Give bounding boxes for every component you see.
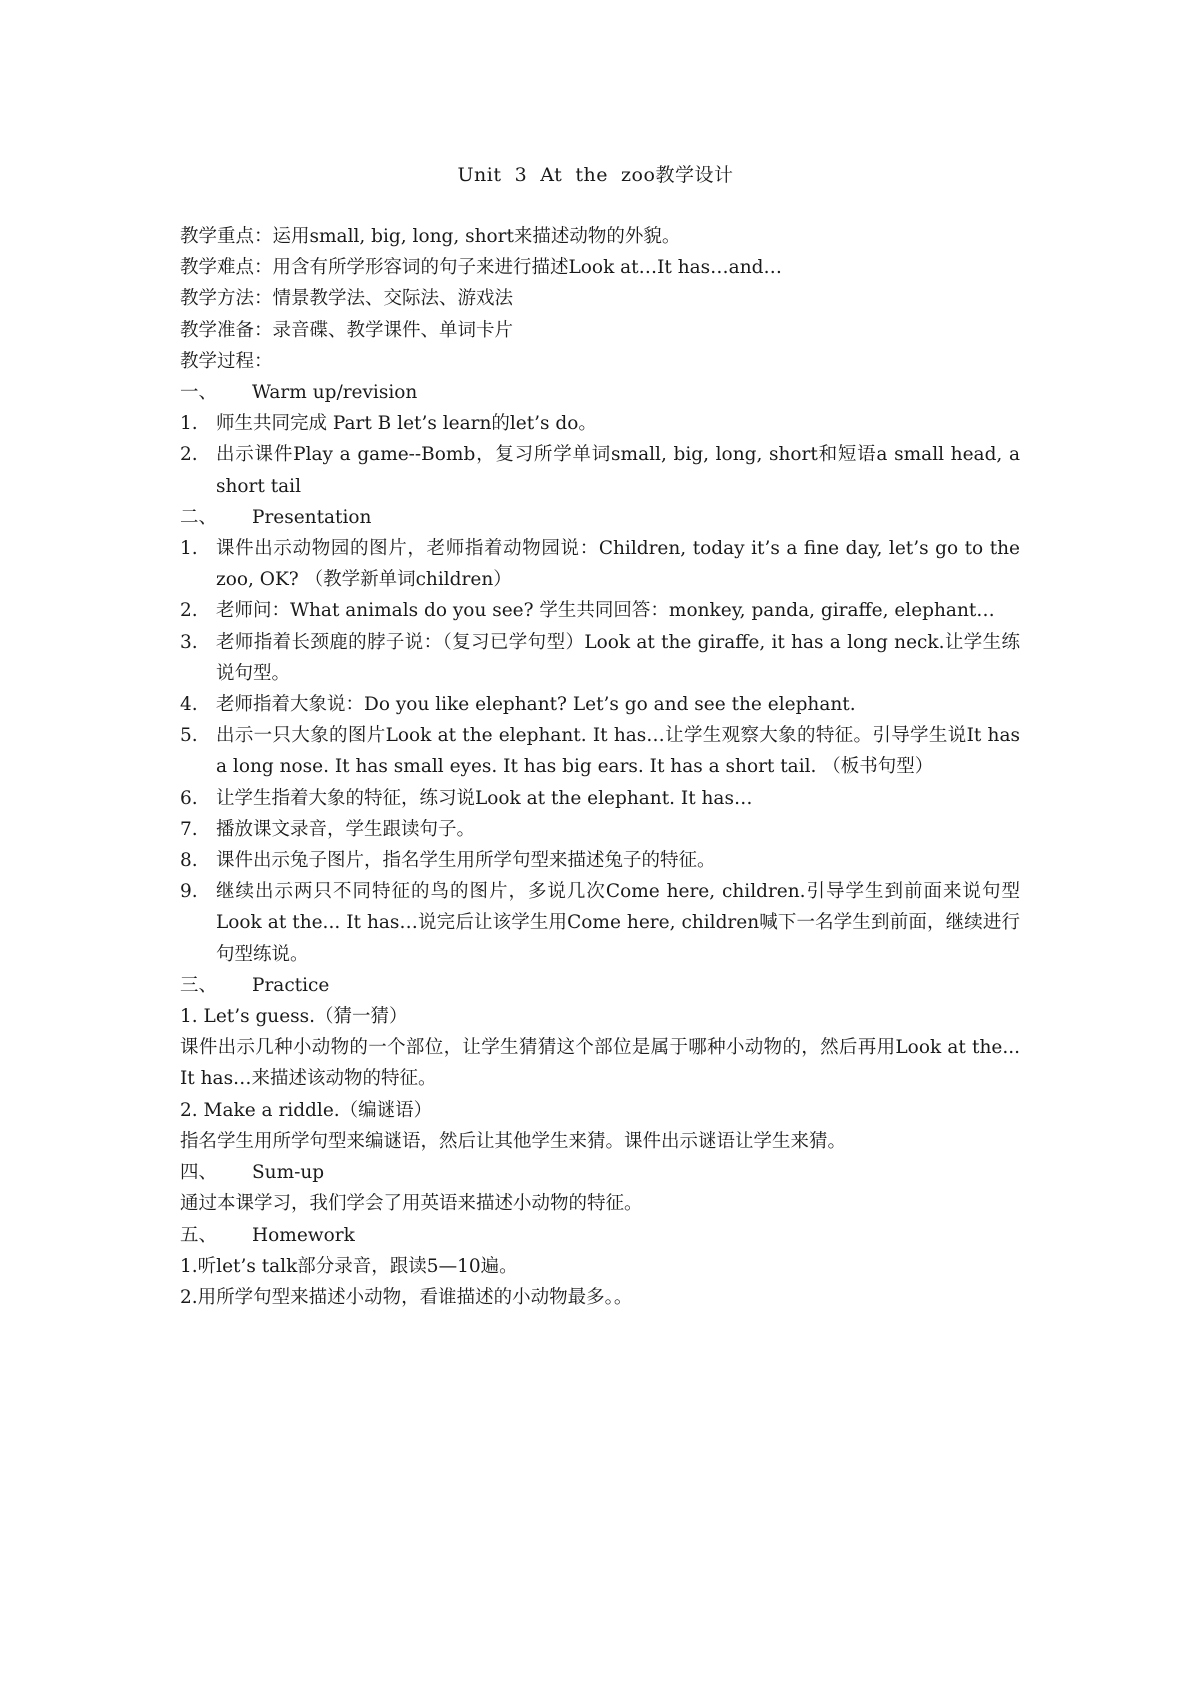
item-number: 1. — [180, 538, 198, 560]
item-number: 9. — [180, 881, 198, 903]
document-title: Unit 3 At the zoo教学设计 — [457, 164, 734, 186]
section-heading-homework — [180, 1220, 1020, 1251]
teaching-method: 教学方法：情景教学法、交际法、游戏法 — [180, 288, 514, 310]
homework-item: 1.听let’s talk部分录音，跟读5—10遍。 — [180, 1255, 518, 1277]
list-item — [180, 689, 1020, 720]
section-title: Presentation — [252, 506, 372, 528]
item-number: 8. — [180, 850, 198, 872]
item-text: 继续出示两只不同特征的鸟的图片，多说几次Come here, children.引导学生到前面来说句型Look at the... It has…说完后让该学生用Come here, children喊下一名学生到前面，继续进行句型练说。 — [216, 881, 1020, 965]
list-item — [180, 408, 1020, 439]
item-text: 出示一只大象的图片Look at the elephant. It has…让学生观察大象的特征。引导学生说It has a long nose. It has small eyes. It has big ears. It has a short tail. （板书句型） — [216, 725, 1020, 778]
sumup-text: 通过本课学习，我们学会了用英语来描述小动物的特征。 — [180, 1193, 643, 1215]
list-item — [180, 720, 1020, 782]
document-body — [180, 221, 1020, 1313]
item-text: 课件出示动物园的图片，老师指着动物园说：Children, today it’s a fine day, let’s go to the zoo, OK? （教学新单词children） — [216, 538, 1020, 591]
item-text: 课件出示兔子图片，指名学生用所学句型来描述兔子的特征。 — [216, 850, 716, 872]
practice-text: 课件出示几种小动物的一个部位，让学生猜猜这个部位是属于哪种小动物的，然后再用Look at the... It has…来描述该动物的特征。 — [180, 1037, 1020, 1090]
list-item — [180, 845, 1020, 876]
section-heading-presentation — [180, 502, 1020, 533]
item-text: 播放课文录音，学生跟读句子。 — [216, 818, 476, 840]
practice-heading: 2. Make a riddle.（编谜语） — [180, 1099, 433, 1121]
item-number: 5. — [180, 725, 198, 747]
item-number: 2. — [180, 444, 198, 466]
section-title: Sum-up — [252, 1162, 325, 1184]
list-item — [180, 627, 1020, 689]
list-item — [180, 595, 1020, 626]
teaching-process-heading: 教学过程： — [180, 350, 273, 372]
section-title: Practice — [252, 974, 330, 996]
list-item — [180, 814, 1020, 845]
item-text: 让学生指着大象的特征，练习说Look at the elephant. It has… — [216, 787, 753, 809]
list-item — [180, 783, 1020, 814]
item-number: 2. — [180, 600, 198, 622]
item-number: 3. — [180, 631, 198, 653]
item-text: 老师问：What animals do you see? 学生共同回答：monkey, panda, giraffe, elephant… — [216, 600, 995, 622]
homework-item: 2.用所学句型来描述小动物，看谁描述的小动物最多。。 — [180, 1286, 633, 1308]
item-text: 师生共同完成 Part B let’s learn的let’s do。 — [216, 413, 597, 435]
teaching-difficulty: 教学难点：用含有所学形容词的句子来进行描述Look at…It has…and… — [180, 257, 782, 279]
section-heading-warmup — [180, 377, 1020, 408]
section-heading-sumup — [180, 1157, 1020, 1188]
section-number: 二、 — [180, 506, 218, 528]
item-text: 出示课件Play a game--Bomb，复习所学单词small, big, long, short和短语a small head, a short tail — [216, 444, 1020, 497]
list-item — [180, 876, 1020, 970]
practice-text: 指名学生用所学句型来编谜语，然后让其他学生来猜。课件出示谜语让学生来猜。 — [180, 1130, 847, 1152]
section-number: 三、 — [180, 974, 218, 996]
section-heading-practice — [180, 970, 1020, 1001]
item-number: 7. — [180, 818, 198, 840]
item-number: 1. — [180, 413, 198, 435]
section-number: 四、 — [180, 1162, 218, 1184]
teaching-focus: 教学重点：运用small, big, long, short来描述动物的外貌。 — [180, 226, 681, 247]
section-number: 五、 — [180, 1224, 218, 1246]
section-title: Homework — [252, 1224, 355, 1246]
item-number: 4. — [180, 694, 198, 716]
list-item — [180, 533, 1020, 595]
item-number: 6. — [180, 787, 198, 809]
list-item — [180, 439, 1020, 501]
section-title: Warm up/revision — [252, 382, 418, 404]
teaching-preparation: 教学准备：录音碟、教学课件、单词卡片 — [180, 319, 514, 341]
item-text: 老师指着长颈鹿的脖子说：（复习已学句型）Look at the giraffe, it has a long neck.让学生练说句型。 — [216, 631, 1020, 684]
item-text: 老师指着大象说：Do you like elephant? Let’s go and see the elephant. — [216, 694, 856, 716]
section-number: 一、 — [180, 382, 218, 404]
practice-heading: 1. Let’s guess.（猜一猜） — [180, 1006, 408, 1028]
